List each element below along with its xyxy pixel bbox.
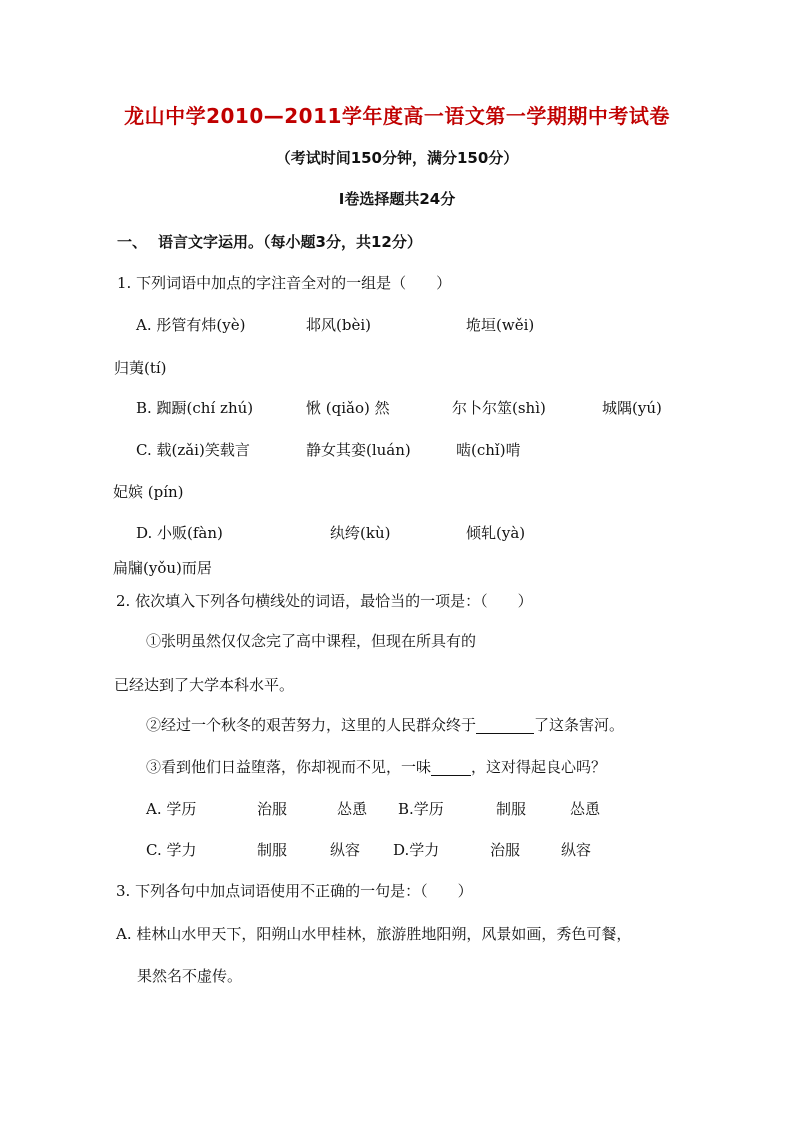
q2-option-b-3: 怂恿: [570, 800, 601, 818]
q1-option-a-3: 垝垣(wěi): [466, 316, 535, 334]
fill-blank: [431, 760, 471, 776]
q2-sentence-3: [146, 760, 606, 776]
q2-option-c-1: C. 学力: [146, 841, 197, 859]
q1-option-c-1: C. 载(zǎi)笑载言: [136, 441, 250, 459]
q1-option-b-1: B. 踟蹰(chí zhú): [136, 399, 254, 417]
q2-option-b-2: 制服: [496, 800, 527, 818]
q2-option-d-2: 治服: [490, 841, 521, 859]
q1-option-d-1: D. 小贩(fàn): [136, 524, 223, 542]
q1-option-a-1: A. 彤管有炜(yè): [136, 316, 246, 334]
q1-option-c-3: 啮(chǐ)啃: [456, 441, 521, 459]
exam-subtitle: （考试时间150分钟，满分150分）: [275, 149, 519, 167]
q2-sentence-2: [146, 718, 624, 734]
q2-option-d-1: D.学力: [393, 841, 440, 859]
q2-option-c-2: 制服: [257, 841, 288, 859]
q1-option-a-4: 归荑(tí): [114, 359, 167, 377]
q1-option-b-3: 尔卜尔筮(shì): [452, 399, 546, 417]
q2-sentence-1a: ①张明虽然仅仅念完了高中课程，但现在所具有的: [146, 632, 477, 650]
q2-option-a-2: 治服: [257, 800, 288, 818]
q2-sentence-2a: ②经过一个秋冬的艰苦努力，这里的人民群众终于: [146, 716, 477, 734]
q3-option-a: A. 桂林山水甲天下，阳朔山水甲桂林，旅游胜地阳朔，风景如画，秀色可餐，: [116, 925, 632, 943]
q1-option-c-2: 静女其娈(luán): [306, 441, 411, 459]
q1-option-d-2: 纨绔(kù): [330, 524, 391, 542]
q3-option-a-cont: 果然名不虚传。: [137, 967, 243, 985]
q2-sentence-1b: 已经达到了大学本科水平。: [114, 676, 295, 694]
q2-sentence-3a: ③看到他们日益堕落，你却视而不见，一味: [146, 758, 432, 776]
q2-option-c-3: 纵容: [330, 841, 361, 859]
q1-option-b-4: 城隅(yú): [602, 399, 662, 417]
q2-option-b-1: B.学历: [398, 800, 444, 818]
exam-title: 龙山中学2010—2011学年度高一语文第一学期期中考试卷: [124, 104, 670, 128]
q1-option-b-2: 愀 (qiǎo) 然: [306, 399, 390, 417]
question-3-stem: 3. 下列各句中加点词语使用不正确的一句是：（ ）: [116, 882, 473, 900]
question-2-stem: 2. 依次填入下列各句横线处的词语，最恰当的一项是：（ ）: [116, 592, 533, 610]
q1-option-d-3: 倾轧(yà): [466, 524, 526, 542]
q1-option-c-4: 妃嫔 (pín): [113, 483, 184, 501]
q2-option-d-3: 纵容: [561, 841, 592, 859]
q2-option-a-3: 怂恿: [337, 800, 368, 818]
question-1-stem: 1. 下列词语中加点的字注音全对的一组是（ ）: [117, 274, 452, 292]
q1-option-d-4: 扁牖(yǒu)而居: [113, 559, 212, 577]
q2-sentence-2b: 了这条害河。: [534, 716, 625, 734]
section-number: 一、: [117, 233, 148, 251]
q2-option-a-1: A. 学历: [146, 800, 197, 818]
q2-sentence-3b: ，这对得起良心吗？: [471, 758, 607, 776]
q1-option-a-2: 邶风(bèi): [306, 316, 371, 334]
part-heading: I卷选择题共24分: [338, 190, 456, 208]
section-heading: 语言文字运用。（每小题3分，共12分）: [158, 233, 422, 251]
fill-blank: [476, 718, 534, 734]
